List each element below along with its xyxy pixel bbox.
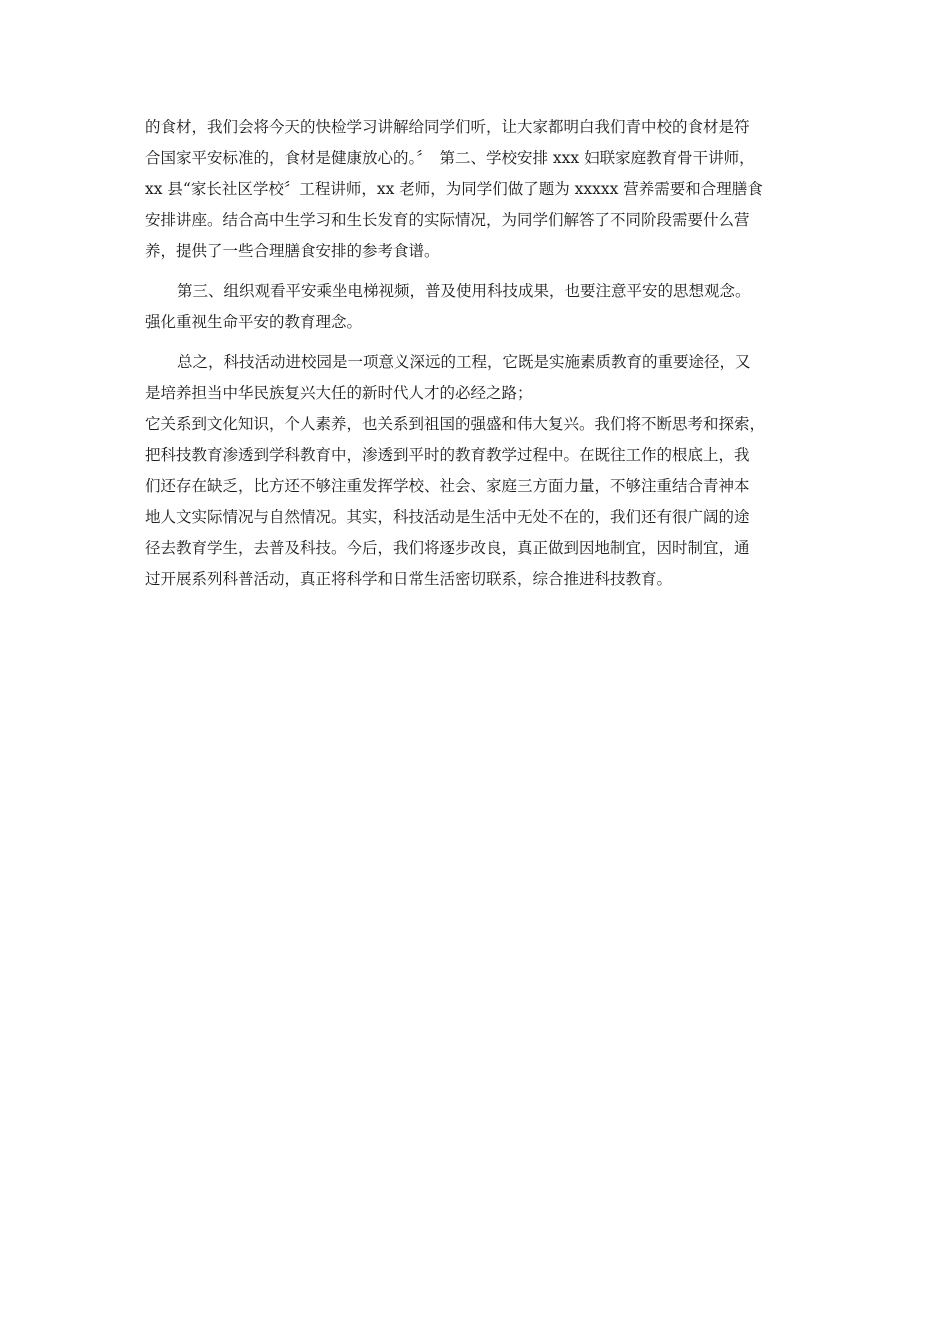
- text-line: 养，提供了一些合理膳食安排的参考食谱。: [145, 242, 440, 260]
- text-line: 的食材，我们会将今天的快检学习讲解给同学们听，让大家都明白我们青中校的食材是符: [145, 118, 750, 136]
- paragraph-conclusion: [145, 347, 815, 595]
- text-line: 地人文实际情况与自然情况。其实，科技活动是生活中无处不在的，我们还有很广阔的途: [145, 508, 750, 526]
- text-line: xx 县“家长社区学校〞工程讲师，xx 老师，为同学们做了题为 xxxxx 营养需要和合理膳食: [145, 180, 763, 198]
- text-line: 们还存在缺乏，比方还不够注重发挥学校、社会、家庭三方面力量，不够注重结合青神本: [145, 477, 750, 495]
- paragraph-nutrition-lecture: [145, 112, 815, 267]
- document-body: [145, 112, 815, 595]
- text-line: 是培养担当中华民族复兴大任的新时代人才的必经之路；: [145, 384, 533, 402]
- text-line: 强化重视生命平安的教育理念。: [145, 313, 363, 331]
- paragraph-elevator-safety: [145, 276, 815, 338]
- paragraph-spacer: [145, 267, 815, 276]
- text-line: 它关系到文化知识，个人素养，也关系到祖国的强盛和伟大复兴。我们将不断思考和探索，: [145, 415, 766, 433]
- text-line: 过开展系列科普活动，真正将科学和日常生活密切联系，综合推进科技教育。: [145, 570, 673, 588]
- text-line: 安排讲座。结合高中生学习和生长发育的实际情况，为同学们解答了不同阶段需要什么营: [145, 211, 750, 229]
- text-line: 径去教育学生，去普及科技。今后，我们将逐步改良，真正做到因地制宜，因时制宜，通: [145, 539, 750, 557]
- text-line: 合国家平安标准的，食材是健康放心的。〞 第二、学校安排 xxx 妇联家庭教育骨干讲师，: [145, 149, 755, 167]
- text-line: 总之，科技活动进校园是一项意义深远的工程，它既是实施素质教育的重要途径，又: [177, 353, 751, 371]
- text-line: 把科技教育渗透到学科教育中，渗透到平时的教育教学过程中。在既往工作的根底上，我: [145, 446, 750, 464]
- paragraph-spacer: [145, 338, 815, 347]
- text-line: 第三、组织观看平安乘坐电梯视频，普及使用科技成果，也要注意平安的思想观念。: [177, 282, 751, 300]
